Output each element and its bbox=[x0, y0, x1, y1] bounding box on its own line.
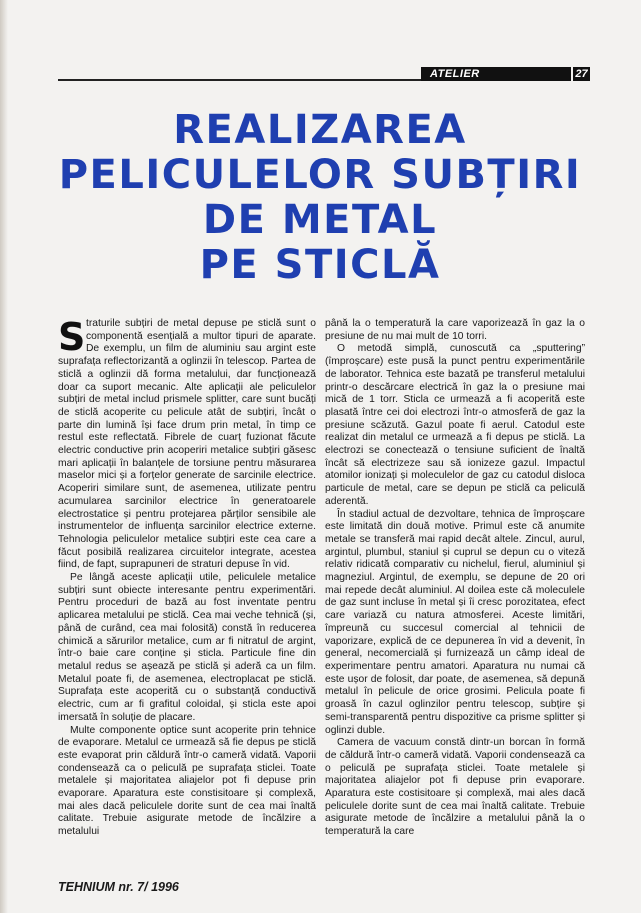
title-line: DE METAL bbox=[202, 197, 438, 243]
left-column bbox=[58, 315, 316, 839]
paragraph: Multe componente optice sunt acoperite prin tehnice de evaporare. Metalul ce urmează să fie depus pe sticlă este evaporat prin căldură într-o cameră vidată. Vaporii condensează ca o peliculă pe suprafața sticlei. Toate metalele și majoritatea aliajelor pot fi depuse prin evaporare. Aparatura este constisitoare și complexă, mai ales dacă peliculele dorite sunt de cea mai înaltă calitate. Trebuie asigurate metode de încălzire a metalului bbox=[58, 724, 316, 838]
section-tag: ATELIER bbox=[421, 67, 571, 81]
right-column bbox=[325, 318, 585, 839]
magazine-issue: TEHNIUM nr. 7/ 1996 bbox=[58, 880, 179, 894]
paragraph: până la o temperatură la care vaporizează în gaz la o presiune de nu mai mult de 10 torri. bbox=[325, 318, 585, 342]
page-edge-shadow bbox=[0, 0, 8, 913]
title-line: REALIZAREA bbox=[173, 107, 467, 153]
title-line: PELICULELOR SUBȚIRI bbox=[58, 152, 582, 198]
paragraph: Pe lângă aceste aplicații utile, peliculele metalice subțiri sunt obiecte interesante pentru experimentări. Pentru proceduri de bază au fost inventate pentru aplicarea metalului pe sticlă. Cea mai veche tehnică (și, până de curând, cea mai folosită) constă în reducerea chimică a sărurilor metalice, cum ar fi nitratul de argint, într-o baie care conține și sticla. Particule fine din metalul redus se așează pe sticlă și aderă ca un film. Metalul poate fi, de asemenea, electroplacat pe sticlă. Suprafața este acoperită cu o substanță conductivă electric, cum ar fi grafitul coloidal, și sticla este apoi imersată în soluție de placare. bbox=[58, 572, 316, 723]
paragraph: Camera de vacuum constă dintr-un borcan în formă de căldură într-o cameră vidată. Vaporii condensează ca o peliculă pe suprafața sticlei. Toate metalele și majoritatea aliajelor pot fi depuse prin evaporare. Aparatura este costisitoare și complexă, mai ales dacă peliculele dorite sunt de cea mai înaltă calitate. Trebuie asigurate metode de încălzire a metalului până la o temperatură la care bbox=[325, 737, 585, 838]
drop-cap: S bbox=[58, 315, 86, 359]
title-line: PE STICLĂ bbox=[199, 242, 441, 288]
paragraph: În stadiul actual de dezvoltare, tehnica de împroșcare este limitată din două motive. Primul este că anumite metale se transferă mai rapid decât altele. Zincul, aurul, argintul, plumbul, staniul și cuprul se depun cu o viteză relativ ridicată comparativ cu nichelul, fierul, aluminiul și magneziul. Argintul, de exemplu, se depune de 20 ori mai repede decât aluminiul. Al doilea este că moleculele de gaz sunt incluse în metal și îi cresc porozitatea, efect care variază cu natura atmosferei. Aceste limitări, împreună cu succesul comercial al tehnicii de vaporizare, explică de ce depunerea în vid a devenit, în general, necomercială și furnizează un câmp ideal de experimentare pentru amatori. Aparatura nu numai că este ușor de folosit, dar poate, de asemenea, să depună metalul în pelicule de orice grosimi. Pelicula poate fi groasă în cazul oglinzilor pentru telescop, subțire și semi-transparentă pentru dispozitive ca prisme splitter și oglinzi duble. bbox=[325, 508, 585, 736]
paragraph bbox=[58, 315, 316, 572]
paragraph: O metodă simplă, cunoscută ca „sputtering” (împroșcare) este pusă la punct pentru experimentările de laborator. Tehnica este bazată pe transferul metalului printr-o descărcare electrică în gaz la o presiune mai mică de 1 torr. Sticla ce urmează a fi acoperită este plasată între cei doi electrozi într-o atmosferă de gaz la presiune scăzută. Gazul poate fi aerul. Catodul este realizat din metalul ce urmează a fi depus pe sticlă. La electrozi se conectează o tensiune suficient de înaltă încât să electrizeze sau să ionizeze gazul. Impactul atomilor ionizați și moleculelor de gaz cu catodul disloca particule de metal, care se depun pe sticlă ca peliculă aderentă. bbox=[325, 343, 585, 507]
header-rule bbox=[58, 79, 421, 81]
paragraph-text: traturile subțiri de metal depuse pe sticlă sunt o componentă esențială a multor tipuri de aparate. De exemplu, un film de aluminiu sau argint este suprafața reflectorizantă a oglinzii în telescop. Partea de sticlă a oglinzii dă forma metalului, dar funcționează doar ca suport mecanic. Alte aplicații ale peliculelor subțiri de metal includ prismele splitter, care sunt bucăți de sticlă acoperite cu pelicule atât de subțiri, încât o parte din lumină își face drum prin metal, în timp ce restul este reflectată. Fibrele de cuarț fuzionat făcute electric conductive prin acoperiri metalice subțiri găsesc mari aplicații în balanțele de torsiune pentru măsurarea maselor mici și a forțelor generate de sarcinile electrice. Acoperiri similare sunt, de asemenea, utilizate pentru acumularea sarcinilor electrice în generatoarele electrostatice și pentru protejarea părților sensibile ale instrumentelor de influența sarcinilor electrice externe. Tehnologia peliculelor metalice subțiri este cea care a făcut posibilă realizarea circuitelor integrate, acestea fiind, de fapt, suprapuneri de straturi depuse în vid. bbox=[58, 318, 316, 571]
article-title bbox=[40, 108, 600, 288]
page-number: 27 bbox=[573, 67, 590, 81]
